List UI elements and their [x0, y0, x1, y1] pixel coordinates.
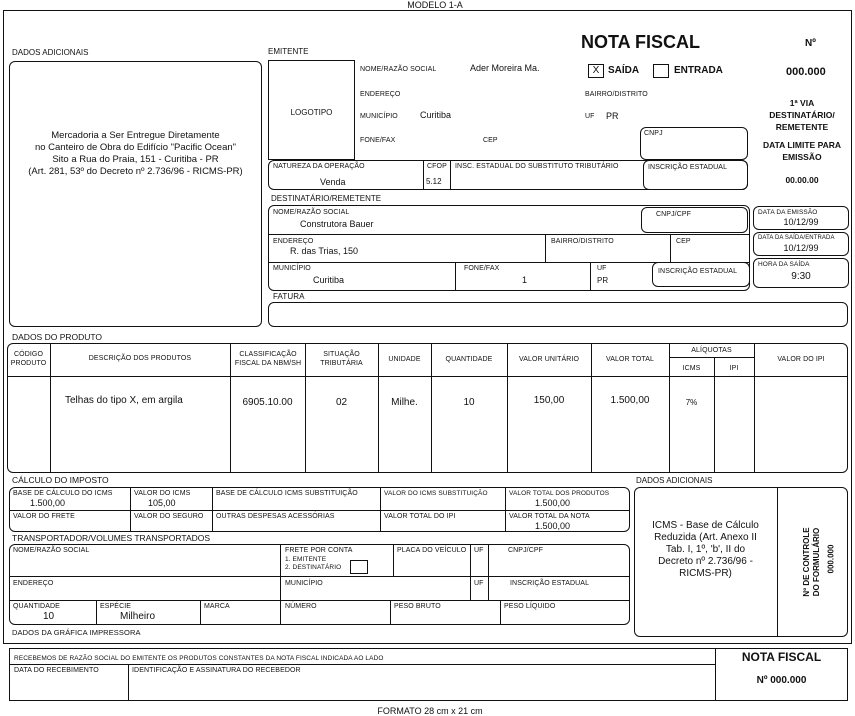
total-ipi-label: VALOR TOTAL DO IPI — [384, 513, 456, 520]
row-valor-total: 1.500,00 — [610, 395, 650, 406]
dest-municipio-label: MUNICÍPIO — [273, 265, 311, 272]
emit-cep-label: CEP — [483, 137, 498, 144]
dados-adicionais-title: DADOS ADICIONAIS — [12, 48, 89, 57]
th-icms: ICMS — [682, 365, 701, 372]
nota-no-label: Nº — [805, 38, 816, 49]
produto-title: DADOS DO PRODUTO — [12, 332, 103, 342]
transp-uf2-label: UF — [474, 580, 484, 587]
emit-municipio-value: Curitiba — [420, 110, 452, 120]
assinatura-label: IDENTIFICAÇÃO E ASSINATURA DO RECEBEDOR — [132, 667, 301, 674]
outras-label: OUTRAS DESPESAS ACESSÓRIAS — [216, 513, 335, 520]
frete-conta-label: FRETE POR CONTA — [285, 547, 353, 554]
data-recebimento-label: DATA DO RECEBIMENTO — [14, 667, 99, 674]
imposto-title: CÁLCULO DO IMPOSTO — [12, 475, 109, 485]
canhoto-nf-title: NOTA FISCAL — [741, 650, 822, 664]
row-classificacao: 6905.10.00 — [242, 397, 293, 408]
row-icms: 7% — [685, 398, 698, 407]
total-nota-label: VALOR TOTAL DA NOTA — [509, 513, 590, 520]
data-emissao-box — [753, 206, 849, 230]
data-emissao-label: DATA DA EMISSÃO — [758, 209, 818, 216]
th-situacao: SITUAÇÃO TRIBUTÁRIA — [320, 351, 363, 367]
base-sub-label: BASE DE CÁLCULO ICMS SUBSTITUIÇÃO — [216, 490, 358, 497]
transp-insc-label: INSCRIÇÃO ESTADUAL — [510, 580, 590, 587]
dest-fone-label: FONE/FAX — [464, 265, 500, 272]
th-quantidade: QUANTIDADE — [445, 356, 493, 363]
transportador-title: TRANSPORTADOR/VOLUMES TRANSPORTADOS — [12, 533, 211, 543]
emit-endereco-label: ENDEREÇO — [360, 91, 401, 98]
data-limite-text: DATA LIMITE PARA EMISSÃO — [762, 140, 842, 162]
emit-cnpj-label: CNPJ — [644, 130, 663, 137]
row-descricao: Telhas do tipo X, em argila — [65, 395, 183, 406]
dados-adicionais-box — [9, 61, 262, 327]
saida-checkbox[interactable]: X — [588, 64, 604, 78]
th-descricao: DESCRIÇÃO DOS PRODUTOS — [88, 355, 192, 362]
dest-uf-value: PR — [597, 276, 609, 285]
base-icms-label: BASE DE CÁLCULO DO ICMS — [13, 490, 113, 497]
emit-uf-label: UF — [585, 113, 595, 120]
dest-insc-label: INSCRIÇÃO ESTADUAL — [658, 268, 738, 275]
fatura-label: FATURA — [273, 292, 305, 301]
data-saida-value: 10/12/99 — [783, 243, 819, 253]
emit-cnpj-box — [640, 127, 748, 160]
especie-label: ESPÉCIE — [100, 603, 132, 610]
valor-icms-value: 105,00 — [148, 498, 176, 508]
dados-adicionais-text: Mercadoria a Ser Entregue Diretamente no Canteiro de Obra do Edifício "Pacific Ocean" Sito a Rua do Praia, 151 - Curitiba - PR (Art. 281, 53º do Decreto nº 2.736/96 - RICMS-PR) — [28, 130, 243, 177]
valor-icms-label: VALOR DO ICMS — [134, 490, 191, 497]
dest-cnpj-label: CNPJ/CPF — [656, 211, 692, 218]
quantidade-label: QUANTIDADE — [13, 603, 60, 610]
hora-saida-box — [753, 258, 849, 288]
th-valor-unitario: VALOR UNITÁRIO — [518, 356, 579, 363]
format-caption: FORMATO 28 cm x 21 cm — [377, 706, 483, 716]
dest-bairro-label: BAIRRO/DISTRITO — [551, 238, 614, 245]
emit-fone-label: FONE/FAX — [360, 137, 396, 144]
valor-sub-label: VALOR DO ICMS SUBSTITUIÇÃO — [384, 490, 488, 497]
especie-value: Milheiro — [120, 611, 156, 622]
fatura-box — [268, 302, 848, 327]
frete-conta-input[interactable] — [350, 560, 368, 574]
dest-cnpj-box — [641, 207, 748, 233]
seguro-label: VALOR DO SEGURO — [134, 513, 204, 520]
frete-label: VALOR DO FRETE — [13, 513, 75, 520]
row-valor-unitario: 150,00 — [533, 395, 565, 406]
logo-label: LOGOTIPO — [290, 108, 333, 117]
row-unidade: Milhe. — [391, 397, 418, 408]
data-saida-label: DATA DA SAÍDA/ENTRADA — [758, 235, 835, 241]
natureza-value: Venda — [320, 177, 346, 187]
marca-label: MARCA — [204, 603, 230, 610]
via-text: 1ª VIA DESTINATÁRIO/ REMETENTE — [769, 98, 835, 132]
quantidade-value: 10 — [43, 611, 55, 622]
insc-sub-label: INSC. ESTADUAL DO SUBSTITUTO TRIBUTÁRIO — [455, 163, 619, 170]
th-valor-ipi: VALOR DO IPI — [777, 356, 825, 363]
cfop-value: 5.12 — [426, 177, 442, 186]
nota-fiscal-title: NOTA FISCAL — [581, 32, 700, 52]
emit-municipio-label: MUNICÍPIO — [360, 113, 398, 120]
canhoto-statement: RECEBEMOS DE RAZÃO SOCIAL DO EMITENTE OS PRODUTOS CONSTANTES DA NOTA FISCAL INDICADA AO LADO — [14, 655, 384, 662]
destinatario-title: DESTINATÁRIO/REMETENTE — [271, 194, 382, 203]
data-limite-value: 00.00.00 — [785, 175, 819, 185]
hora-saida-label: HORA DA SAÍDA — [758, 261, 810, 268]
th-aliquotas: ALÍQUOTAS — [691, 347, 732, 354]
dest-nome-label: NOME/RAZÃO SOCIAL — [273, 209, 350, 216]
total-prod-label: VALOR TOTAL DOS PRODUTOS — [509, 490, 610, 497]
total-prod-value: 1.500,00 — [535, 498, 571, 508]
data-saida-box — [753, 232, 849, 256]
row-quantidade: 10 — [463, 397, 475, 408]
transp-municipio-label: MUNICÍPIO — [285, 580, 323, 587]
insc-est-box — [643, 160, 748, 190]
dest-insc-box — [652, 262, 750, 287]
data-emissao-value: 10/12/99 — [783, 217, 819, 227]
cfop-label: CFOP — [427, 163, 447, 170]
base-icms-value: 1.500,00 — [30, 498, 66, 508]
th-valor-total: VALOR TOTAL — [605, 356, 655, 363]
canhoto-nf-number: Nº 000.000 — [756, 675, 807, 686]
nota-number: 000.000 — [786, 66, 826, 78]
dados-adicionais-bottom-text: ICMS - Base de Cálculo Reduzida (Art. Anexo II Tab. I, 1º, 'b', II do Decreto nº 2.736/96 - RICMS-PR) — [652, 520, 759, 579]
entrada-checkbox[interactable] — [653, 64, 669, 78]
emit-uf-value: PR — [606, 111, 619, 121]
dados-adicionais-bottom-title: DADOS ADICIONAIS — [636, 476, 713, 485]
frete-opt1: 1. EMITENTE — [285, 556, 327, 563]
numero-label: NÚMERO — [285, 603, 317, 610]
impressora-label: DADOS DA GRÁFICA IMPRESSORA — [12, 628, 141, 637]
entrada-label: ENTRADA — [674, 65, 723, 76]
dest-endereco-label: ENDEREÇO — [273, 238, 314, 245]
th-unidade: UNIDADE — [388, 356, 421, 363]
saida-label: SAÍDA — [608, 65, 640, 76]
dest-fone-value: 1 — [522, 275, 528, 285]
th-ipi: IPI — [729, 365, 739, 372]
transp-cnpj-label: CNPJ/CPF — [508, 547, 544, 554]
placa-label: PLACA DO VEÍCULO — [397, 547, 467, 554]
transp-endereco-label: ENDEREÇO — [13, 580, 54, 587]
transp-razao-label: NOME/RAZÃO SOCIAL — [13, 547, 90, 554]
emit-razao-value: Ader Moreira Ma. — [470, 63, 540, 73]
insc-est-label: INSCRIÇÃO ESTADUAL — [648, 164, 728, 171]
dest-uf-label: UF — [597, 265, 607, 272]
model-caption: MODELO 1-A — [407, 0, 463, 10]
natureza-label: NATUREZA DA OPERAÇÃO — [273, 163, 365, 170]
emit-bairro-label: BAIRRO/DISTRITO — [585, 91, 648, 98]
dest-municipio-value: Curitiba — [313, 275, 345, 285]
emitente-title: EMITENTE — [268, 47, 309, 56]
frete-opt2: 2. DESTINATÁRIO — [285, 564, 342, 571]
row-situacao: 02 — [335, 397, 348, 408]
emit-razao-label: NOME/RAZÃO SOCIAL — [360, 66, 437, 73]
th-codigo: CÓDIGO PRODUTO — [10, 351, 47, 367]
logo-box — [268, 60, 355, 160]
peso-liquido-label: PESO LÍQUIDO — [504, 603, 556, 610]
transp-uf-label: UF — [474, 547, 484, 554]
total-nota-value: 1.500,00 — [535, 521, 571, 531]
th-classificacao: CLASSIFICAÇÃO FISCAL DA NBM/SH — [234, 351, 302, 367]
peso-bruto-label: PESO BRUTO — [394, 603, 441, 610]
dest-nome-value: Construtora Bauer — [300, 219, 374, 229]
hora-saida-value: 9:30 — [791, 271, 811, 282]
dest-endereco-value: R. das Trias, 150 — [290, 246, 359, 256]
dest-cep-label: CEP — [676, 238, 691, 245]
